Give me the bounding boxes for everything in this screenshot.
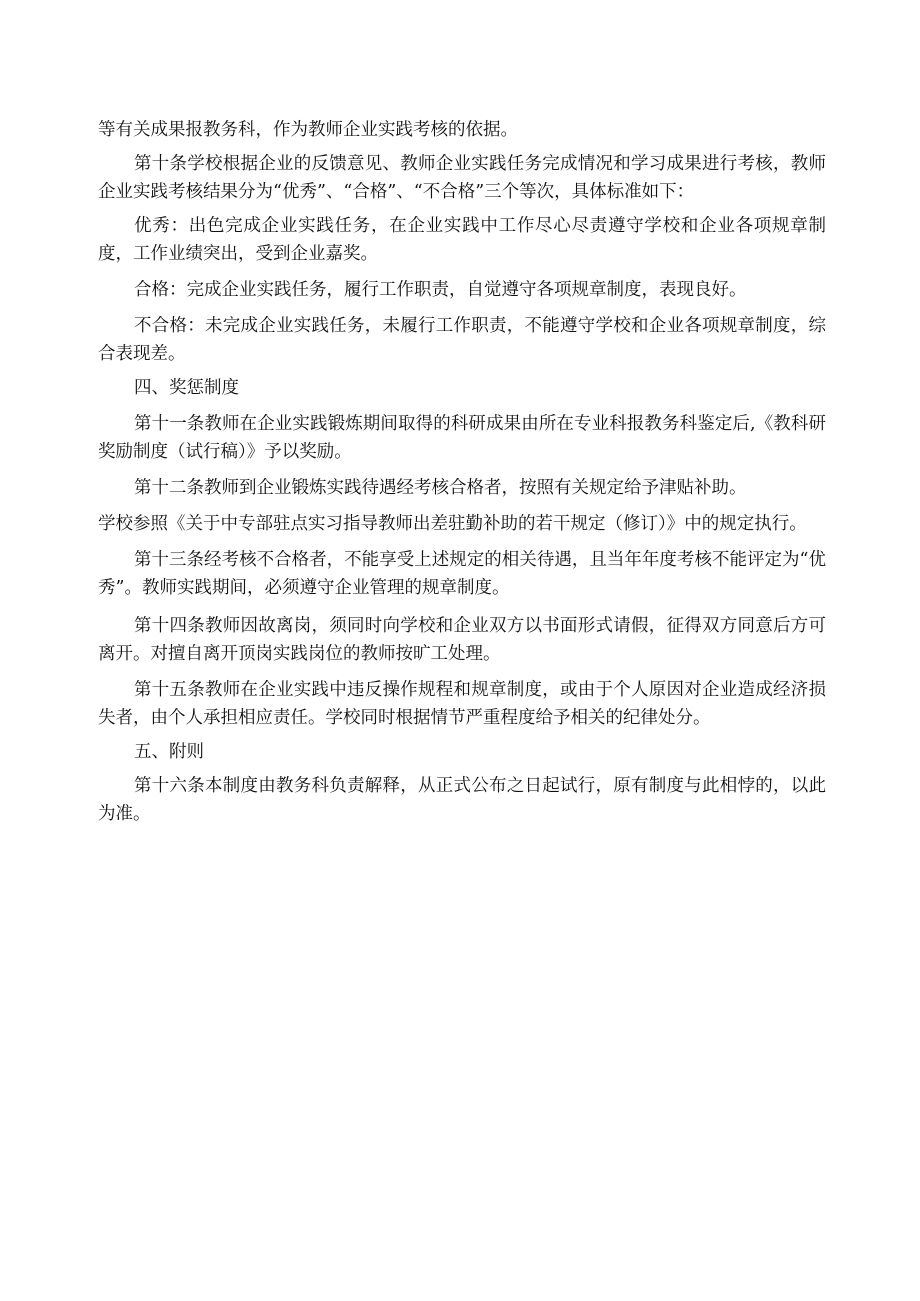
article-10: 第十条学校根据企业的反馈意见、教师企业实践任务完成情况和学习成果进行考核，教师企业实践考核结果分为“优秀”、“合格”、“不合格”三个等次，具体标准如下： bbox=[98, 154, 826, 202]
article-14: 第十四条教师因故离岗，须同时向学校和企业双方以书面形式请假，征得双方同意后方可离开。对擅自离开顶岗实践岗位的教师按旷工处理。 bbox=[98, 616, 826, 664]
article-11: 第十一条教师在企业实践锻炼期间取得的科研成果由所在专业科报教务科鉴定后,《教科研奖励制度（试行稿）》予以奖励。 bbox=[98, 414, 826, 462]
article-13: 第十三条经考核不合格者，不能享受上述规定的相关待遇，且当年年度考核不能评定为“优秀”。教师实践期间，必须遵守企业管理的规章制度。 bbox=[98, 550, 826, 598]
article-12-continuation: 学校参照《关于中专部驻点实习指导教师出差驻勤补助的若干规定（修订）》中的规定执行。 bbox=[98, 514, 807, 534]
article-16: 第十六条本制度由教务科负责解释，从正式公布之日起试行，原有制度与此相悖的，以此为准。 bbox=[98, 776, 826, 824]
article-15: 第十五条教师在企业实践中违反操作规程和规章制度，或由于个人原因对企业造成经济损失者，由个人承担相应责任。学校同时根据情节严重程度给予相关的纪律处分。 bbox=[98, 680, 826, 728]
article-12: 第十二条教师到企业锻炼实践待遇经考核合格者，按照有关规定给予津贴补助。 bbox=[134, 478, 747, 498]
document-page bbox=[98, 116, 826, 828]
section-heading-supplementary: 五、附则 bbox=[134, 742, 204, 762]
section-heading-rewards: 四、奖惩制度 bbox=[134, 378, 239, 398]
paragraph-continuation: 等有关成果报教务科，作为教师企业实践考核的依据。 bbox=[98, 120, 518, 140]
grade-excellent: 优秀：出色完成企业实践任务，在企业实践中工作尽心尽责遵守学校和企业各项规章制度，工作业绩突出，受到企业嘉奖。 bbox=[98, 216, 826, 264]
grade-qualified: 合格：完成企业实践任务，履行工作职责，自觉遵守各项规章制度，表现良好。 bbox=[134, 280, 747, 300]
grade-unqualified: 不合格：未完成企业实践任务，未履行工作职责，不能遵守学校和企业各项规章制度，综合表现差。 bbox=[98, 316, 826, 364]
